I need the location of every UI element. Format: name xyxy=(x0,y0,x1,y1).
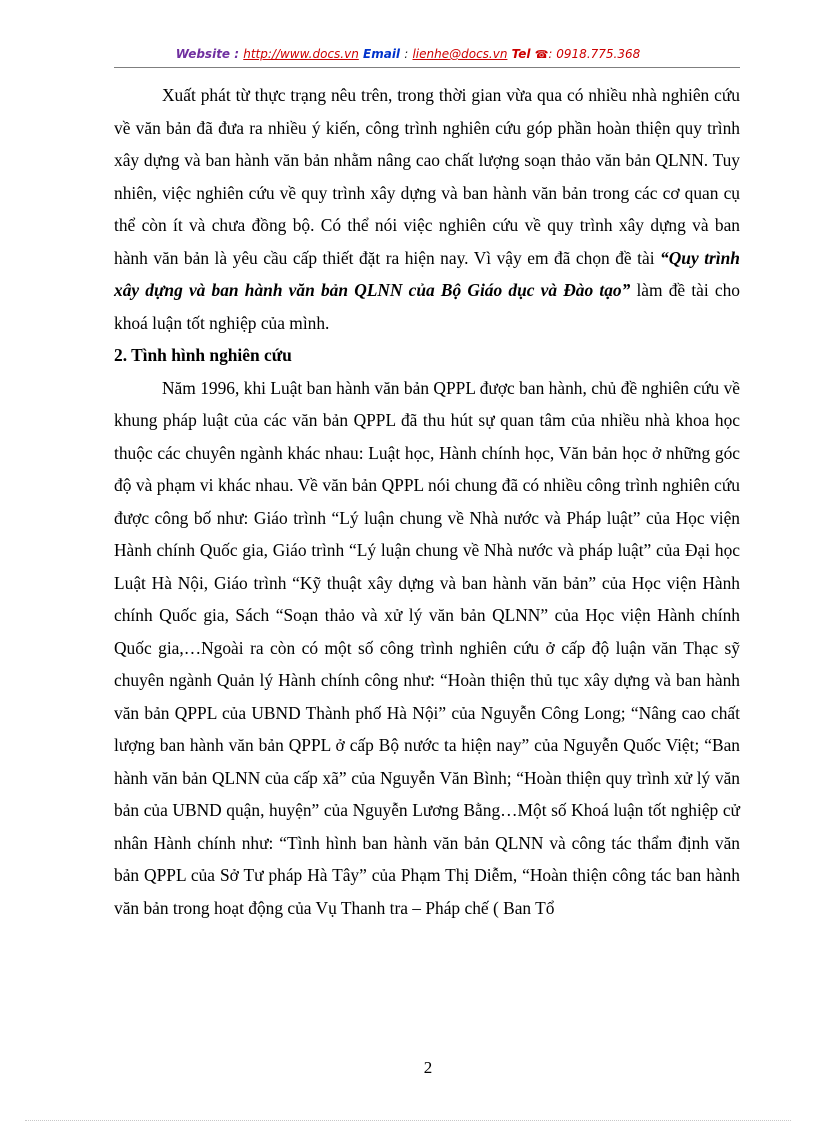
email-label: Email xyxy=(363,47,401,61)
intro-text-end: làm đề tài cho khoá luận tốt nghiệp của mình. xyxy=(114,280,740,333)
website-label: Website : xyxy=(175,47,240,61)
page-number: 2 xyxy=(423,1058,433,1077)
page-header xyxy=(0,47,816,61)
topic-title: “Quy trình xây dựng và ban hành văn bản QLNN của Bộ Giáo dục và Đào tạo” xyxy=(114,247,740,300)
phone-icon: ☎ xyxy=(534,48,549,61)
intro-text-start: Xuất phát từ thực trạng nêu trên, trong thời gian vừa qua có nhiều nhà nghiên cứu về văn bản đã đưa ra nhiều ý kiến, công trình nghiên cứu góp phần hoàn thiện quy trình xây dựng và ban hành văn bản nhằm nâng cao chất lượng soạn thảo văn bản QLNN. Tuy nhiên, việc nghiên cứu về quy trình xây dựng và ban hành văn bản trong các cơ quan cụ thể còn ít và chưa đồng bộ. Có thể nói việc nghiên cứu về quy trình xây dựng và ban hành văn bản là yêu cầu cấp thiết đặt ra hiện nay. Vì vậy em đã chọn đề tài xyxy=(114,85,740,268)
tel-number: : 0918.775.368 xyxy=(548,47,641,61)
document-body xyxy=(114,79,740,924)
email-link[interactable]: lienhe@docs.vn xyxy=(412,47,508,61)
header-divider xyxy=(114,67,740,68)
research-paragraph: Năm 1996, khi Luật ban hành văn bản QPPL được ban hành, chủ đề nghiên cứu về khung pháp luật của các văn bản QPPL đã thu hút sự quan tâm của nhiều nhà khoa học thuộc các chuyên ngành khác nhau: Luật học, Hành chính học, Văn bản học ở những góc độ và phạm vi khác nhau. Về văn bản QPPL nói chung đã có nhiều công trình nghiên cứu được công bố như: Giáo trình “Lý luận chung về Nhà nước và Pháp luật” của Học viện Hành chính Quốc gia, Giáo trình “Lý luận chung về Nhà nước và pháp luật” của Đại học Luật Hà Nội, Giáo trình “Kỹ thuật xây dựng và ban hành văn bản” của Học viện Hành chính Quốc gia, Sách “Soạn thảo và xử lý văn bản QLNN” của Học viện Hành chính Quốc gia,…Ngoài ra còn có một số công trình nghiên cứu ở cấp độ luận văn Thạc sỹ chuyên ngành Quản lý Hành chính công như: “Hoàn thiện thủ tục xây dựng và ban hành văn bản QPPL của UBND Thành phố Hà Nội” của Nguyễn Công Long; “Nâng cao chất lượng ban hành văn bản QPPL ở cấp Bộ nước ta hiện nay” của Nguyễn Quốc Việt; “Ban hành văn bản QLNN của cấp xã” của Nguyễn Văn Bình; “Hoàn thiện quy trình xử lý văn bản của UBND quận, huyện” của Nguyễn Lương Bằng…Một số Khoá luận tốt nghiệp cử nhân Hành chính như: “Tình hình ban hành văn bản QLNN và công tác thẩm định văn bản QPPL của Sở Tư pháp Hà Tây” của Phạm Thị Diễm, “Hoàn thiện công tác ban hành văn bản trong hoạt động của Vụ Thanh tra – Pháp chế ( Ban Tổ xyxy=(114,377,740,918)
footer-divider xyxy=(25,1120,791,1121)
tel-label: Tel xyxy=(511,47,531,61)
section-heading: 2. Tình hình nghiên cứu xyxy=(114,345,292,365)
email-colon: : xyxy=(404,47,409,61)
website-link[interactable]: http://www.docs.vn xyxy=(243,47,359,61)
intro-paragraph xyxy=(114,79,740,339)
